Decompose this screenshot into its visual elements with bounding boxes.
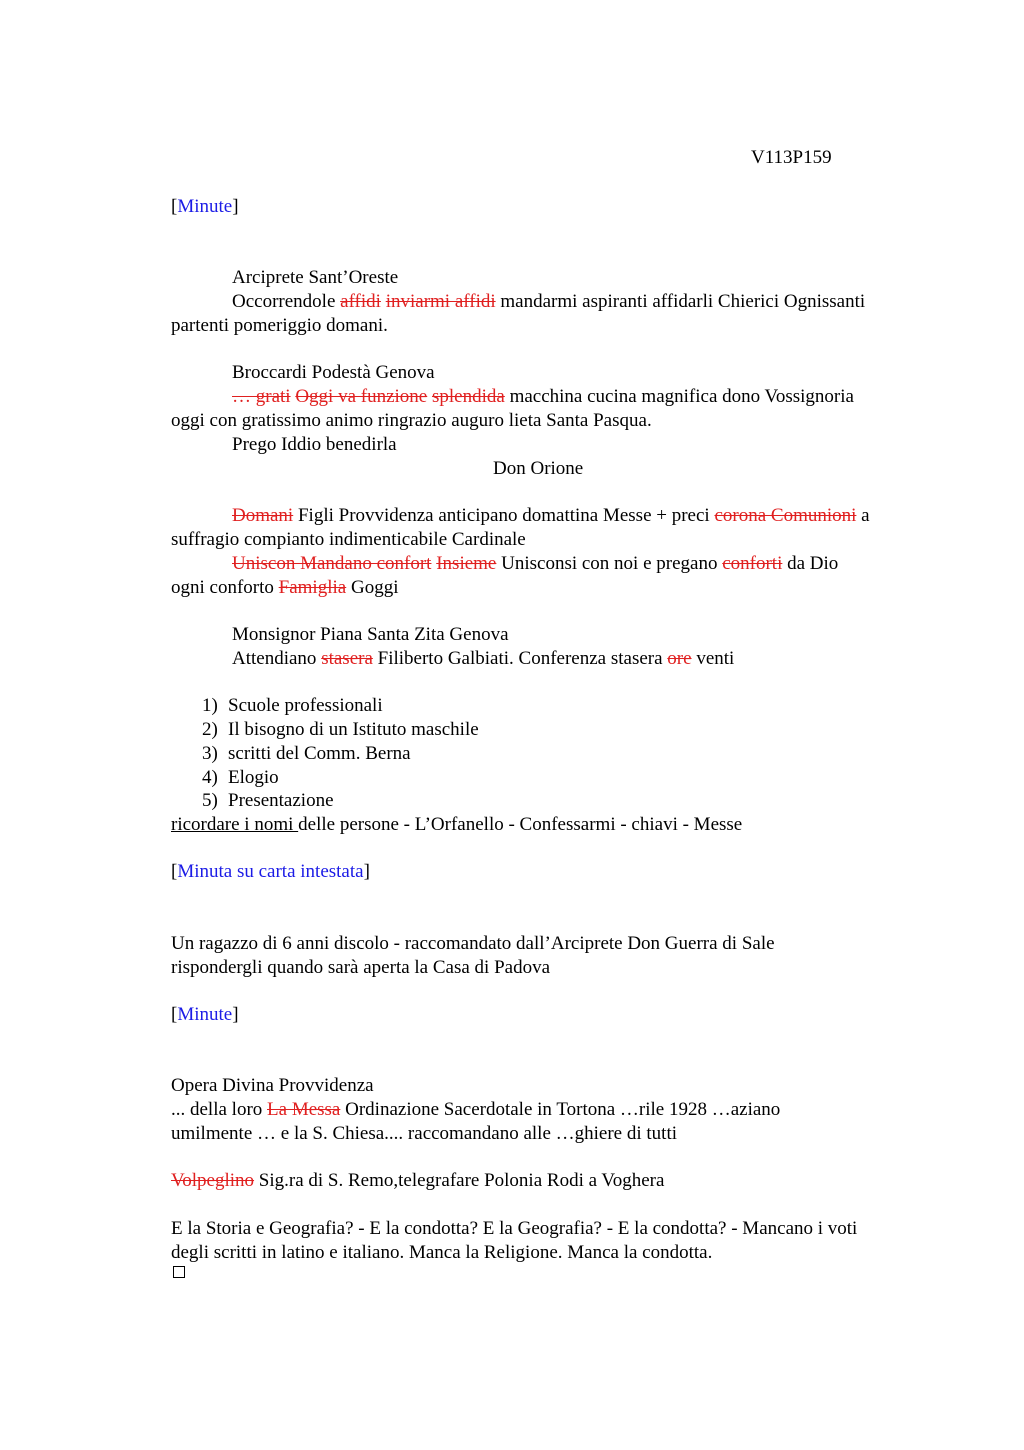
addressee-broccardi: Broccardi Podestà Genova — [232, 362, 435, 383]
deleted-text: Famiglia — [278, 577, 347, 598]
telegram-line: partenti pomeriggio domani. — [171, 315, 388, 336]
list-item: 5) Presentazione — [202, 790, 334, 811]
text-line: umilmente … e la S. Chiesa.... raccomandano alle …ghiere di tutti — [171, 1123, 677, 1144]
text-line: ... della loro La Messa Ordinazione Sacerdotale in Tortona …rile 1928 …aziano — [171, 1099, 781, 1120]
telegram-line: Domani Figli Provvidenza anticipano domattina Messe + preci corona Comunioni a — [232, 505, 870, 526]
deleted-text: ore — [667, 648, 692, 669]
addressee-arciprete: Arciprete Sant’Oreste — [232, 267, 399, 288]
editorial-note-minute: [Minute] — [171, 196, 239, 217]
deleted-text: affidi — [340, 291, 381, 312]
list-item: 2) Il bisogno di un Istituto maschile — [202, 719, 479, 740]
telegram-line: ogni conforto Famiglia Goggi — [171, 577, 399, 598]
telegram-line: Attendiano stasera Filiberto Galbiati. Conferenza stasera ore venti — [232, 648, 735, 669]
telegram-line: suffragio compianto indimenticabile Cardinale — [171, 529, 526, 550]
deleted-text: Domani — [232, 505, 294, 526]
text-line: Un ragazzo di 6 anni discolo - raccomandato dall’Arciprete Don Guerra di Sale — [171, 933, 775, 954]
text-line: Volpeglino Sig.ra di S. Remo,telegrafare Polonia Rodi a Voghera — [171, 1170, 665, 1191]
deleted-text: inviarmi affidi — [385, 291, 496, 312]
editorial-note-minuta: [Minuta su carta intestata] — [171, 861, 370, 882]
section-title: Opera Divina Provvidenza — [171, 1075, 374, 1096]
text-line: degli scritti in latino e italiano. Manca la Religione. Manca la condotta. — [171, 1242, 713, 1263]
deleted-text: La Messa — [267, 1099, 341, 1120]
text-line: rispondergli quando sarà aperta la Casa di Padova — [171, 957, 551, 978]
list-item: 4) Elogio — [202, 767, 279, 788]
deleted-text: Volpeglino — [171, 1170, 255, 1191]
deleted-text: Insieme — [436, 553, 497, 574]
reminder-line: ricordare i nomi delle persone - L’Orfanello - Confessarmi - chiavi - Messe — [171, 814, 743, 835]
telegram-line: Unisc​on Mandano confort Insieme Unisconsi con noi e pregano conforti da Dio — [232, 553, 839, 574]
telegram-line: Prego Iddio benedirla — [232, 434, 397, 455]
deleted-text: splendida — [431, 386, 505, 407]
page-reference: V113P159 — [751, 147, 832, 168]
deleted-text: Oggi va funzione — [295, 386, 428, 407]
text-line: E la Storia e Geografia? - E la condotta? E la Geografia? - E la condotta? - Mancano i voti — [171, 1218, 858, 1239]
deleted-text: … grati — [232, 386, 291, 407]
telegram-line: oggi con gratissimo animo ringrazio auguro lieta Santa Pasqua. — [171, 410, 652, 431]
editorial-note-minute: [Minute] — [171, 1004, 239, 1025]
telegram-line: … grati Oggi va funzione splendida macchina cucina magnifica dono Vossignoria — [232, 386, 854, 407]
telegram-line: Occorrendole affidi inviarmi affidi mandarmi aspiranti affidarli Chierici Ognissanti — [232, 291, 866, 312]
addressee-piana: Monsignor Piana Santa Zita Genova — [232, 624, 509, 645]
signature: Don Orione — [493, 458, 584, 479]
list-item: 3) scritti del Comm. Berna — [202, 743, 411, 764]
deleted-text: corona Comunioni — [714, 505, 857, 526]
deleted-text: conforti — [722, 553, 783, 574]
deleted-text: Unisc​on Mandano confort — [232, 553, 432, 574]
list-item: 1) Scuole professionali — [202, 695, 383, 716]
checkbox-glyph — [173, 1266, 185, 1278]
deleted-text: stasera — [321, 648, 373, 669]
